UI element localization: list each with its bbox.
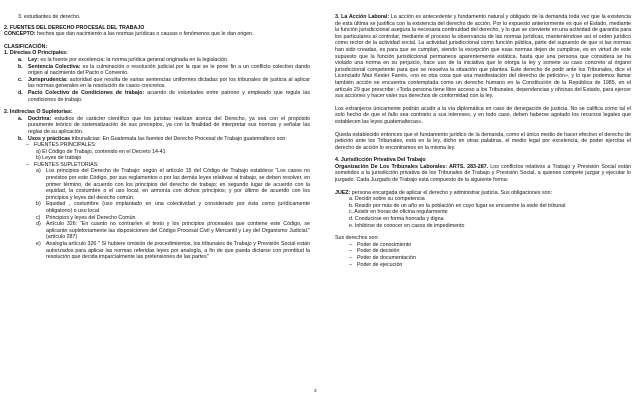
list-item: – Poder de conocimiento — [349, 241, 412, 248]
labor-action-paragraph: 3. La Acción Laboral: La acción es antecedente y fundamento natural y obligado de la demanda toda vez que la existencia de esta última se justifica con la existencia del derecho de acción. Por lo expuesto anteriormente es que el Estado, mediante la función jurisdiccional asegura la necesaria continuidad del derecho, y lo que se convierte en una actividad de garantía para los particulares al controlar, mediante el proceso la observancia de las normas jurídicas, manteniéndose así el orden jurídico como rector de la actividad social. La actividad jurisdiccional como función pública, parte del supuesto de que si las normas han sido creadas, es para que se cumplan, siendo la excepción que esas normas dejen de cumplirse, es en virtud de este supuesto que la función jurisdiccional permanece aparentemente estática, hasta que una persona que considera se ha violado una norma en su perjuicio, hace uso de la iniciativa que le otorga la ley y somete su caso concreto al órgano jurisdiccional competente para que se resuelva la situación que plantea. Este derecho de pedir ante los Tribunales, dice el Licenciado Max Kester Farrés, «no es otra cosa que una manifestación del derecho de petición», y lo que podemos llamar también acción se encuentra contemplada como un derecho humano en la Constitución de la República de 1985, en el artículo 29 que prescribe: «Toda persona tiene libre acceso a los Tribunales, dependencias y oficinas del Estado, para ejercer sus acciones y hacer valer sus derechos de conformidad con la ley. — [335, 14, 631, 100]
list-item: a. Decidir sobre su competencia — [349, 196, 425, 203]
list-item: d. Conducirse en forma honrada y digna — [349, 216, 444, 223]
list-item: a. Ley: es la fuente por excelencia; la norma jurídica general originada en la legislación. — [18, 56, 229, 63]
concept-label: CONCEPTO: — [4, 31, 36, 38]
jurisdiction-title: 4. Jurisdicción Privativa Del Trabajo — [335, 157, 426, 164]
judge-paragraph: JUEZ: persona encargada de aplicar el derecho y administrar justicia. Sus obligaciones son: — [335, 189, 553, 196]
list-item: b. Usos y prácticas tribunalicias: En Guatemala las fuentes del Derecho Procesal de Trabajo guatemalteco son: — [18, 135, 287, 142]
list-item: a) Los principios del Derecho de Trabajo: según el artículo 15 del Código de Trabajo establece “Los casos no previstos por este Código, por sus reglamentos o por las demás leyes relativas al trabajo, se deben resolver, en primer término, de acuerdo con los principios del derecho de trabajo; en segundo lugar de acuerdo con la equidad, la costumbre o el uso local, en armonía con dichos principios; y por último de acuerdo con los principios y leyes del derecho común. — [36, 168, 310, 201]
principal-sources-heading: – FUENTES PRINCIPALES: — [26, 142, 97, 149]
list-item: b) Equidad , costumbre (uso implantado en una colectividad y considerado por ésta como jurídicamente obligatorio) o uso local — [36, 201, 310, 215]
concept-text: hechos que dan nacimiento a las normas jurídicas o causas o fenómenos que le dan origen. — [35, 31, 254, 38]
list-item: b. Residir por más de un año en la población en cuyo lugar se encuentre la sede del tribunal — [349, 202, 566, 209]
principal-item: a) El Código de Trabajo, contenido en el Decreto 14-41 — [36, 148, 166, 155]
list-item: c. Asistir en horas de oficina regularmente — [349, 209, 448, 216]
section-title: 2. FUENTES DEL DERECHO PROCESAL DEL TRABAJO — [4, 24, 145, 31]
direct-sources-list — [18, 57, 310, 103]
principal-item: b) Leyes de trabajo — [36, 155, 82, 162]
list-item: e. Inhibirse de conocer en casos de impedimento — [349, 222, 465, 229]
right-column — [335, 14, 631, 268]
indirect-sources-list — [18, 116, 310, 142]
powers-title: Sus derechos son: — [335, 235, 379, 242]
list-item: a. Doctrina: estudios de carácter científico que los juristas realizan acerca del Derecho, ya sea con el propósito puramente teórico de sistematización de sus preceptos, ya con la finalidad de interpretar sus normas y señalar las reglas de su aplicación. — [18, 115, 310, 135]
labor-action-label: 3. La Acción Laboral: — [335, 14, 390, 20]
supletory-sources-list — [36, 168, 310, 260]
powers-list — [349, 242, 631, 268]
list-item: b. Sentencia Colectiva: es la culminación o resolución judicial por la que se le pone fin a un conflicto colectivo dando origen al nacimiento del Pacto o Convenio. — [18, 63, 311, 77]
concept-paragraph — [4, 31, 310, 38]
organization-paragraph: Organización De Los Tribunales Laborales: ARTS. 283-287. Los conflictos relativos a Trabajo y Previsión Social están sometidos a la jurisdicción privativa de los Tribunales de Trabajo y Previsión Social, a quienes compete juzgar y ejecutar lo juzgado. Cada Juzgado de Trabajo está compuesto de la siguiente forma: — [335, 163, 631, 184]
list-item: c. Jurisprudencia: autoridad que resulta de varias sentencias uniformes dictadas por los tribunales de justicia al aplicar las normas generales en la resolución de casos concretos. — [18, 76, 310, 90]
list-item: d) Artículo 326: “En cuanto no contraríen el texto y los principios procesales que contiene este Código, se aplicarán supletoriamente las disposiciones del Código Procesal Civil y Mercantil y Ley del Organismo Judicial.” (artículo 287) — [36, 221, 310, 241]
foreigners-paragraph: Los extranjeros únicamente podrán acudir a la vía diplomática en caso de denegación de justicia. No se califica como tal el solo hecho de que el fallo sea contrario a sus intereses, y en todo caso, deben haberse agotado los recursos legales que establecen las leyes guatemaltecas». — [335, 105, 631, 125]
list-item: d. Pacto Colectivo de Condiciones de trabajo: acuerdo de voluntades entre patrono y empleado que regula las condiciones de trabajo. — [18, 89, 310, 103]
indirect-sources-title: 2. Indirectas O Supletorias: — [4, 109, 73, 116]
list-item: e) Analogía artículo 326 " Si hubiere omisión de procedimientos, los tribunales de Trabajo y Previsión Social están autorizados para aplicar las normas referidas leyes por analogía, a fin de que pueda dictarse con prontitud la resolución que decida imparcialmente las pretensiones de las partes" — [36, 241, 310, 261]
left-column — [4, 14, 310, 261]
top-item: 3. estudiantes de derecho. — [18, 14, 81, 20]
list-item: – Poder de decisión — [349, 248, 400, 255]
list-item: c) Principios y leyes del Derecho Común — [36, 214, 136, 221]
classification-title: CLASIFICACIÓN: — [4, 43, 48, 50]
judge-label: JUEZ: — [335, 189, 351, 196]
list-item: – Poder de documentación — [349, 255, 416, 261]
supletory-sources-heading: – FUENTES SUPLETORIAS: — [26, 161, 99, 168]
list-item: – Poder de ejecución — [349, 261, 403, 268]
judge-obligations-list — [349, 196, 631, 229]
organization-label: Organización De Los Tribunales Laborales: ARTS. 283-287. — [335, 163, 489, 170]
page-number: 3 — [314, 388, 317, 393]
direct-sources-title: 1. Directas O Principales: — [4, 50, 68, 57]
foundation-paragraph: Queda establecido entonces que el fundamento jurídico de la demanda, como el único medio de hacer efectivo el derecho de petición ante los Tribunales, está en la ley, dicho en otras palabras, el medio legal por excelencia, de poder ejercitar el derecho de acción lo encontramos en la misma ley. — [335, 131, 631, 151]
